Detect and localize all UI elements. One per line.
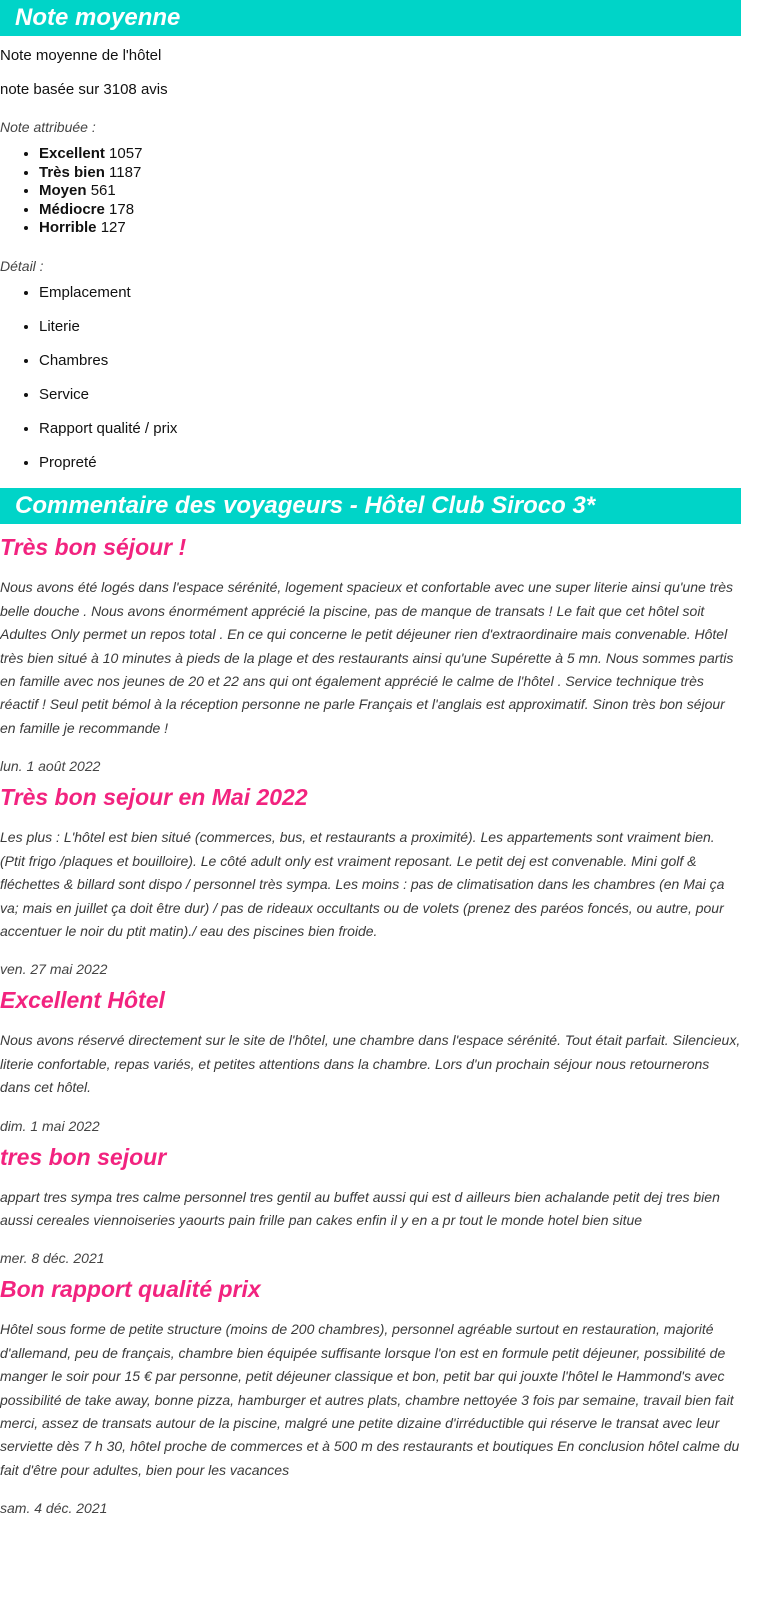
review-body: Hôtel sous forme de petite structure (moins de 200 chambres), personnel agréable surtout en restauration, majorité d'allemand, peu de français, chambre bien équipée suffisante lorsque l'on est en formule petit déjeuner, possibilité de manger le soir pour 15 € par personne, petit déjeuner classique et bon, petit bar qui jouxte l'hôtel le Hammond's avec possibilité de take away, bonne pizza, hamburger et autres plats, chambre nettoyée 3 fois par semaine, travail bien fait merci, assez de transats autour de la piscine, malgré une petite dizaine d'irréductible qui réserve le transat avec leur serviette dès 7 h 30, hôtel proche de commerces et à 500 m des restaurants et boutiques En conclusion hôtel calme du fait d'être pour adultes, bien pour les vacances <box>0 1321 740 1478</box>
rating-heading: Note moyenne <box>0 0 741 36</box>
rating-label: Médiocre <box>39 200 105 218</box>
detail-item: • Literie <box>39 317 741 337</box>
rating-label: Très bien <box>39 163 105 181</box>
ratings-label: Note attribuée : <box>0 119 96 135</box>
detail-label: Détail : <box>0 257 44 274</box>
review-title: Excellent Hôtel <box>0 987 165 1014</box>
review-date: lun. 1 août 2022 <box>0 758 101 775</box>
reviews-heading: Commentaire des voyageurs - Hôtel Club Siroco 3* <box>0 488 741 524</box>
review-title: tres bon sejour <box>0 1143 167 1170</box>
rating-subtitle: Note moyenne de l'hôtel <box>0 47 162 64</box>
detail-item: • Rapport qualité / prix <box>39 419 741 439</box>
review-date: dim. 1 mai 2022 <box>0 1117 100 1134</box>
review-body: appart tres sympa tres calme personnel tres gentil au buffet aussi qui est d ailleurs bien achalande petit dej tres bien aussi cereales viennoiseries yaourts pain frille pan cakes enfin il y en a pr tout le monde hotel bien situe <box>0 1188 720 1228</box>
review <box>0 532 741 776</box>
rating-basis: note basée sur 3108 avis <box>0 81 168 98</box>
review <box>0 1142 741 1269</box>
ratings-list <box>0 145 741 238</box>
review-body: Nous avons réservé directement sur le site de l'hôtel, une chambre dans l'espace sérénité. Tout était parfait. Silencieux, literie confortable, repas variés, et petites attentions dans la chambre. Lors d'un prochain séjour nous retournerons dans cet hôtel. <box>0 1032 741 1096</box>
review-date: sam. 4 déc. 2021 <box>0 1500 108 1517</box>
rating-count: 1187 <box>109 163 142 181</box>
review-body: Les plus : L'hôtel est bien situé (commerces, bus, et restaurants a proximité). Les appartements sont vraiment bien. (Ptit frigo /plaques et bouilloire). Le côté adult only est vraiment reposant. Le petit dej est convenable. Mini golf & fléchettes & billard sont dispo / personnel très sympa. Les moins : pas de climatisation dans les chambres (en Mai ça va; mais en juillet ça doit être dur) / pas de rideaux occultants ou de volets (prenez des paréos foncés, ou autre, pour accentuer le noir du ptit matin)./ eau des piscines bien froide. <box>0 829 725 939</box>
rating-label: Excellent <box>39 145 105 162</box>
review <box>0 1274 741 1518</box>
detail-list <box>0 283 741 474</box>
detail-item: • Chambres <box>39 351 741 371</box>
review-body: Nous avons été logés dans l'espace sérénité, logement spacieux et confortable avec une super literie ainsi qu'une très belle douche . Nous avons énormément apprécié la piscine, pas de manque de transats ! Le fait que cet hôtel soit Adultes Only permet un repos total . En ce qui concerne le petit déjeuner rien d'extraordinaire mais convenable. Hôtel très bien situé à 10 minutes à pieds de la plage et des restaurants ainsi qu'une Supérette à 5 mn. Nous sommes partis en famille avec nos jeunes de 20 et 22 ans qui ont également apprécié le calme de l'hôtel . Service technique très réactif ! Seul petit bémol à la réception personne ne parle Français et l'anglais est approximatif. Sinon très bon séjour en famille je recommande ! <box>0 579 734 736</box>
detail-item: • Propreté <box>39 453 741 473</box>
review-title: Très bon séjour ! <box>0 534 187 561</box>
rating-count: 1057 <box>109 145 143 162</box>
rating-item <box>39 201 741 220</box>
detail-item: • Emplacement <box>39 283 741 303</box>
detail-item: • Service <box>39 385 741 405</box>
rating-item <box>39 219 741 238</box>
rating-count: 127 <box>100 219 126 236</box>
review-date: ven. 27 mai 2022 <box>0 961 108 978</box>
rating-item <box>39 182 741 201</box>
review <box>0 985 741 1135</box>
rating-count: 178 <box>109 200 135 218</box>
rating-item <box>39 164 741 183</box>
review-title: Très bon sejour en Mai 2022 <box>0 784 308 811</box>
rating-count: 561 <box>90 182 116 199</box>
review-title: Bon rapport qualité prix <box>0 1276 261 1303</box>
rating-label: Horrible <box>39 219 97 236</box>
rating-item <box>39 145 741 164</box>
review <box>0 782 741 979</box>
review-date: mer. 8 déc. 2021 <box>0 1250 105 1267</box>
rating-label: Moyen <box>39 182 87 199</box>
